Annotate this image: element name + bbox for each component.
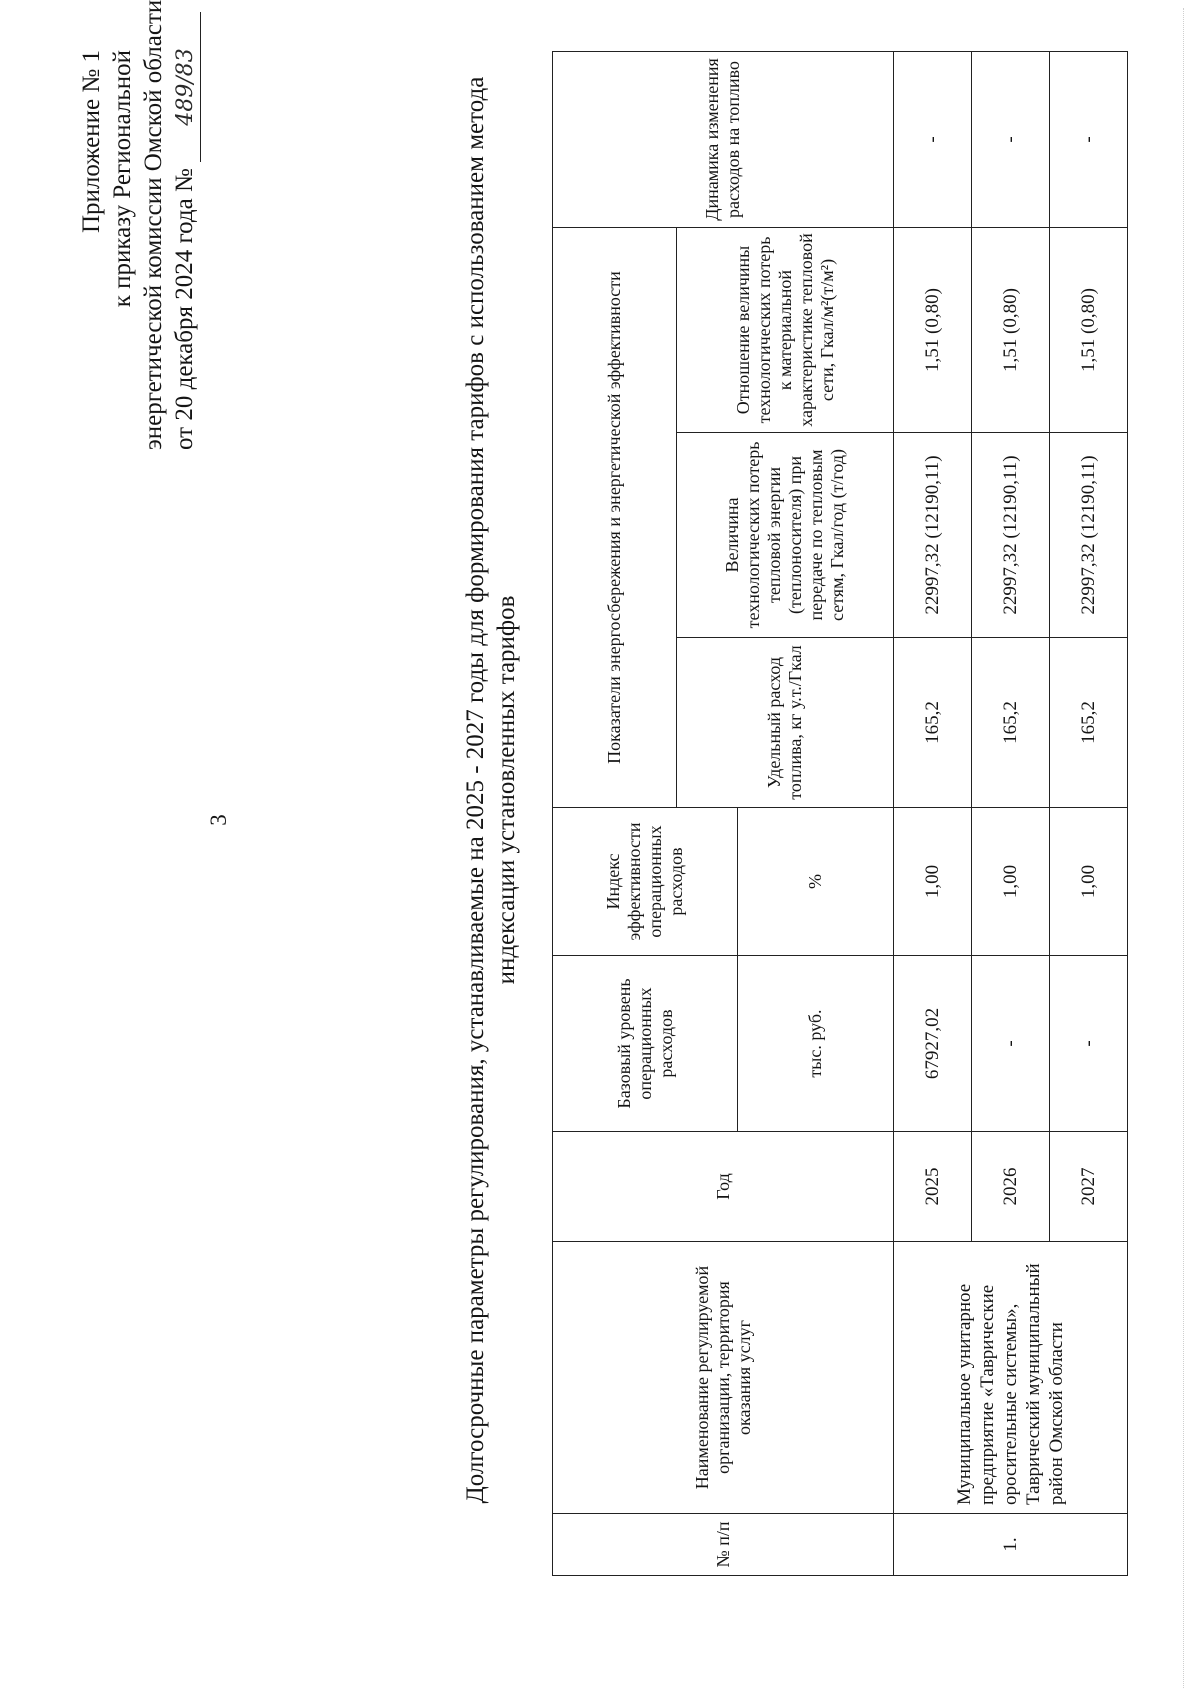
header-organization: Наименование регулируемой организации, территория оказания услуг <box>553 1242 894 1514</box>
cell-fuel-dynamics: - <box>894 52 972 228</box>
cell-fuel-dynamics: - <box>1050 52 1128 228</box>
header-loss-ratio: Отношение величины технологических потерь к материальной характеристике тепловой сети, Гкал/м²(т/м²) <box>677 228 894 433</box>
cell-year: 2025 <box>894 1132 972 1242</box>
header-efficiency-index: Индекс эффективности операционных расходов <box>553 808 738 956</box>
appendix-line-3: энергетической комиссии Омской области <box>140 0 167 450</box>
header-base-level: Базовый уровень операционных расходов <box>553 956 738 1132</box>
table-row <box>894 52 972 1576</box>
unit-base-level: тыс. руб. <box>738 956 894 1132</box>
cell-loss-ratio: 1,51 (0,80) <box>972 228 1050 433</box>
cell-heat-losses: 22997,32 (12190,11) <box>972 433 1050 638</box>
cell-year: 2027 <box>1050 1132 1128 1242</box>
appendix-date: от 20 декабря 2024 года № <box>171 168 198 450</box>
header-fuel-dynamics: Динамика изменения расходов на топливо <box>553 52 894 228</box>
cell-efficiency-index: 1,00 <box>1050 808 1128 956</box>
cell-efficiency-index: 1,00 <box>972 808 1050 956</box>
appendix-line-4 <box>169 50 201 450</box>
cell-year: 2026 <box>972 1132 1050 1242</box>
rotated-landscape-content <box>20 0 1140 1630</box>
row-number: 1. <box>894 1514 1128 1576</box>
header-fuel-rate: Удельный расход топлива, кг у.т./Гкал <box>677 638 894 808</box>
cell-fuel-dynamics: - <box>972 52 1050 228</box>
header-heat-losses: Величина технологических потерь тепловой энергии (теплоносителя) при передаче по тепловым сетям, Гкал/год (т/год) <box>677 433 894 638</box>
parameters-table-wrap <box>552 52 1128 1576</box>
cell-base-level: 67927,02 <box>894 956 972 1132</box>
cell-fuel-rate: 165,2 <box>894 638 972 808</box>
unit-efficiency-index: % <box>738 808 894 956</box>
cell-efficiency-index: 1,00 <box>894 808 972 956</box>
parameters-table <box>552 51 1128 1576</box>
header-energy-indicators: Показатели энергосбережения и энергетической эффективности <box>553 228 677 808</box>
cell-fuel-rate: 165,2 <box>1050 638 1128 808</box>
appendix-line-1: Приложение № 1 <box>78 50 105 234</box>
cell-base-level: - <box>972 956 1050 1132</box>
cell-loss-ratio: 1,51 (0,80) <box>894 228 972 433</box>
appendix-line-2: к приказу Региональной <box>109 50 136 308</box>
cell-loss-ratio: 1,51 (0,80) <box>1050 228 1128 433</box>
header-row-1 <box>553 52 677 1576</box>
appendix-header <box>76 0 201 450</box>
organization-name: Муниципальное унитарное предприятие «Таврические оросительные системы», Таврический муниципальный район Омской области <box>894 1242 1128 1514</box>
header-year: Год <box>553 1132 894 1242</box>
header-num: № п/п <box>553 1514 894 1576</box>
scan-edge <box>1183 8 1194 1688</box>
order-number-handwritten: 489/83 <box>172 12 201 162</box>
document-title: Долгосрочные параметры регулирования, устанавливаемые на 2025 - 2027 годы для формирования тарифов с использованием метода индексации установленных тарифов <box>462 76 520 1504</box>
cell-heat-losses: 22997,32 (12190,11) <box>894 433 972 638</box>
cell-heat-losses: 22997,32 (12190,11) <box>1050 433 1128 638</box>
cell-fuel-rate: 165,2 <box>972 638 1050 808</box>
page-number: 3 <box>206 814 231 826</box>
cell-base-level: - <box>1050 956 1128 1132</box>
